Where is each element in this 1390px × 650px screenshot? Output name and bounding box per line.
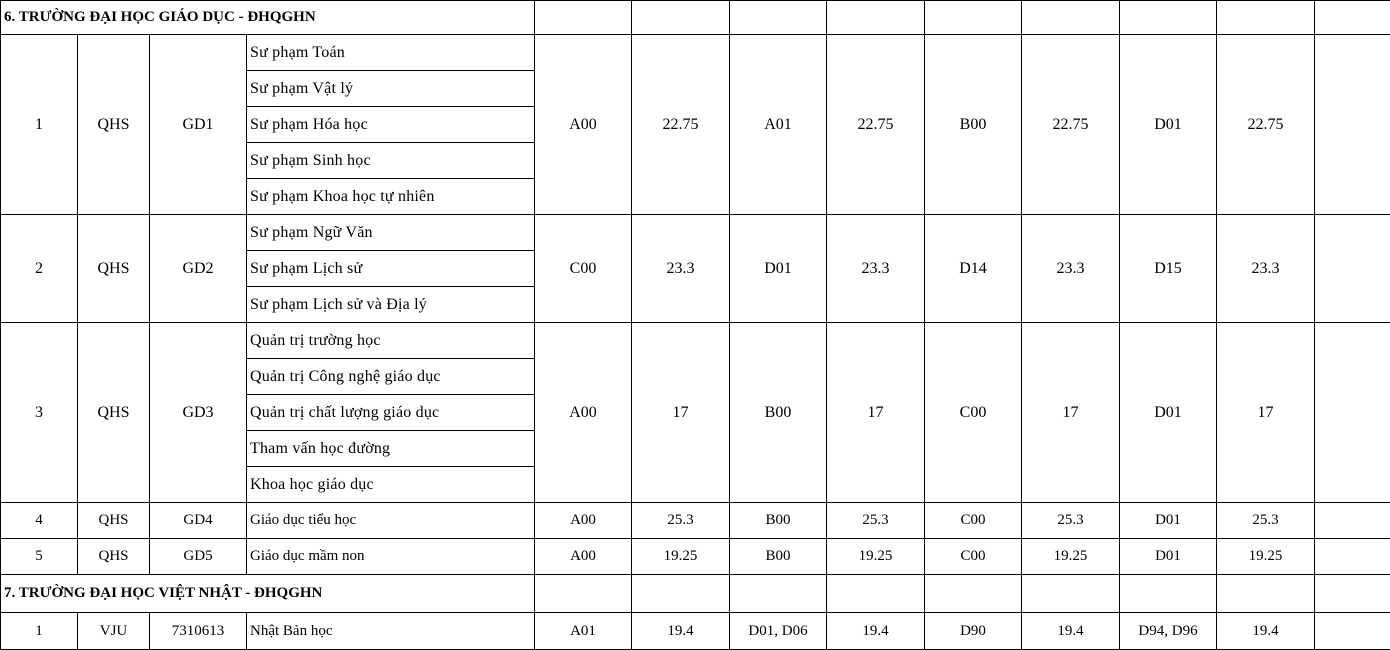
major-name-cell: Tham vấn học đường xyxy=(247,431,535,467)
block-cell: A01 xyxy=(535,613,632,650)
score-cell: 25.3 xyxy=(827,503,925,539)
school-code-cell: QHS xyxy=(78,539,150,575)
major-code-cell: 7310613 xyxy=(150,613,247,650)
score-cell: 19.4 xyxy=(1022,613,1120,650)
score-cell: 22.75 xyxy=(1217,35,1315,215)
block-cell: D01 xyxy=(730,215,827,323)
stt-cell: 3 xyxy=(1,323,78,503)
block-cell: B00 xyxy=(730,503,827,539)
stt-cell: 5 xyxy=(1,539,78,575)
table-row xyxy=(1,215,1390,251)
major-name-cell: Sư phạm Toán xyxy=(247,35,535,71)
section-header-row xyxy=(1,1,1390,35)
score-cell: 23.3 xyxy=(827,215,925,323)
score-cell: 22.75 xyxy=(827,35,925,215)
score-cell: 25.3 xyxy=(1022,503,1120,539)
block-cell: D01 xyxy=(1120,323,1217,503)
block-cell: A01 xyxy=(730,35,827,215)
score-cell: 19.25 xyxy=(632,539,730,575)
stt-cell: 1 xyxy=(1,613,78,650)
school-code-cell: VJU xyxy=(78,613,150,650)
score-cell: 22.75 xyxy=(632,35,730,215)
major-name-cell: Sư phạm Vật lý xyxy=(247,71,535,107)
major-name-cell: Quản trị chất lượng giáo dục xyxy=(247,395,535,431)
block-cell: A00 xyxy=(535,539,632,575)
score-cell: 25.3 xyxy=(1217,503,1315,539)
block-cell: D94, D96 xyxy=(1120,613,1217,650)
block-cell: D01 xyxy=(1120,503,1217,539)
score-cell: 19.25 xyxy=(827,539,925,575)
major-name-cell: Sư phạm Ngữ Văn xyxy=(247,215,535,251)
score-cell: 23.3 xyxy=(1022,215,1120,323)
block-cell: A00 xyxy=(535,323,632,503)
block-cell: C00 xyxy=(925,503,1022,539)
block-cell: C00 xyxy=(535,215,632,323)
major-code-cell: GD2 xyxy=(150,215,247,323)
major-name-cell: Khoa học giáo dục xyxy=(247,467,535,503)
stt-cell: 2 xyxy=(1,215,78,323)
score-cell: 17 xyxy=(827,323,925,503)
block-cell: C00 xyxy=(925,323,1022,503)
major-name-cell: Sư phạm Khoa học tự nhiên xyxy=(247,179,535,215)
score-cell: 17 xyxy=(1022,323,1120,503)
block-cell: D01, D06 xyxy=(730,613,827,650)
major-name-cell: Giáo dục tiểu học xyxy=(247,503,535,539)
score-cell: 25.3 xyxy=(632,503,730,539)
major-code-cell: GD5 xyxy=(150,539,247,575)
school-code-cell: QHS xyxy=(78,35,150,215)
major-code-cell: GD1 xyxy=(150,35,247,215)
score-cell: 19.4 xyxy=(1217,613,1315,650)
school-code-cell: QHS xyxy=(78,323,150,503)
score-cell: 23.3 xyxy=(1217,215,1315,323)
block-cell: D15 xyxy=(1120,215,1217,323)
block-cell: C00 xyxy=(925,539,1022,575)
block-cell: D01 xyxy=(1120,35,1217,215)
section-title: 6. TRƯỜNG ĐẠI HỌC GIÁO DỤC - ĐHQGHN xyxy=(1,1,535,35)
stt-cell: 4 xyxy=(1,503,78,539)
major-name-cell: Sư phạm Lịch sử và Địa lý xyxy=(247,287,535,323)
major-code-cell: GD3 xyxy=(150,323,247,503)
block-cell: B00 xyxy=(730,539,827,575)
table-row xyxy=(1,539,1390,575)
score-cell: 22.75 xyxy=(1022,35,1120,215)
table-row xyxy=(1,503,1390,539)
major-code-cell: GD4 xyxy=(150,503,247,539)
major-name-cell: Nhật Bản học xyxy=(247,613,535,650)
major-name-cell: Sư phạm Sinh học xyxy=(247,143,535,179)
major-name-cell: Giáo dục mầm non xyxy=(247,539,535,575)
major-name-cell: Sư phạm Lịch sử xyxy=(247,251,535,287)
block-cell: B00 xyxy=(730,323,827,503)
block-cell: A00 xyxy=(535,503,632,539)
score-cell: 19.25 xyxy=(1022,539,1120,575)
score-cell: 23.3 xyxy=(632,215,730,323)
block-cell: A00 xyxy=(535,35,632,215)
section-title: 7. TRƯỜNG ĐẠI HỌC VIỆT NHẬT - ĐHQGHN xyxy=(1,575,535,613)
score-cell: 19.25 xyxy=(1217,539,1315,575)
block-cell: D90 xyxy=(925,613,1022,650)
score-cell: 17 xyxy=(1217,323,1315,503)
table-row xyxy=(1,613,1390,650)
table-row xyxy=(1,35,1390,71)
block-cell: D14 xyxy=(925,215,1022,323)
school-code-cell: QHS xyxy=(78,215,150,323)
score-cell: 19.4 xyxy=(632,613,730,650)
school-code-cell: QHS xyxy=(78,503,150,539)
score-cell: 17 xyxy=(632,323,730,503)
stt-cell: 1 xyxy=(1,35,78,215)
table-row xyxy=(1,323,1390,359)
major-name-cell: Quản trị trường học xyxy=(247,323,535,359)
score-cell: 19.4 xyxy=(827,613,925,650)
major-name-cell: Quản trị Công nghệ giáo dục xyxy=(247,359,535,395)
section-header-row xyxy=(1,575,1390,613)
block-cell: B00 xyxy=(925,35,1022,215)
major-name-cell: Sư phạm Hóa học xyxy=(247,107,535,143)
block-cell: D01 xyxy=(1120,539,1217,575)
